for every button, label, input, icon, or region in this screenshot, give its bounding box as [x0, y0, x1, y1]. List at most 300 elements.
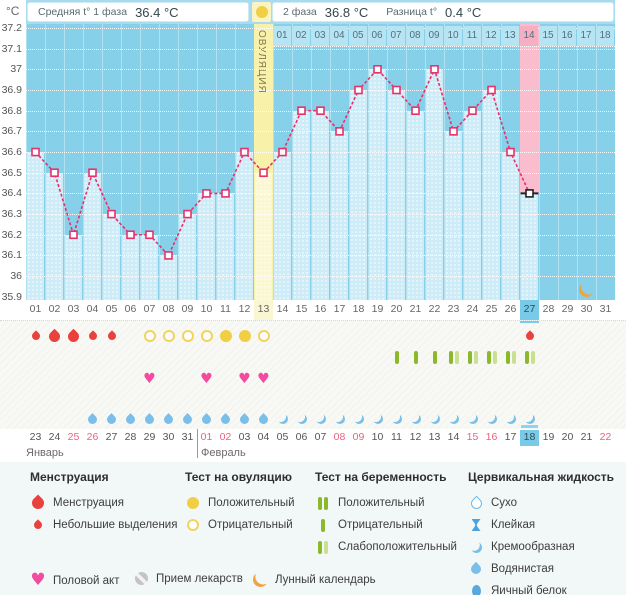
- y-tick-label: 37: [10, 63, 22, 76]
- temperature-point[interactable]: [488, 87, 495, 94]
- date-cell[interactable]: 14: [447, 431, 460, 443]
- calendar-dates-row: [26, 430, 615, 446]
- drop-filled-blue-icon: [469, 562, 483, 576]
- date-cell[interactable]: 31: [181, 431, 194, 443]
- ovulation-test-cell: [235, 325, 254, 347]
- creamy-comma-icon: [449, 414, 459, 424]
- temperature-point[interactable]: [32, 149, 39, 156]
- temperature-point[interactable]: [469, 107, 476, 114]
- legend-icon-wrap: [468, 585, 484, 595]
- legend-item-label: Сухо: [491, 497, 518, 509]
- legend-item-label: Слабоположительный: [338, 541, 457, 553]
- legend-item-label: Отрицательный: [208, 519, 293, 531]
- pregnancy-test-icon: [487, 351, 497, 364]
- cervical-fluid-cell: [197, 409, 216, 429]
- intercourse-cell: [140, 368, 159, 389]
- pregnancy-test-cell: [387, 347, 406, 368]
- current-day-fluid-underline: [521, 425, 538, 428]
- ovulation-column-label: ОВУЛЯЦИЯ: [256, 30, 267, 94]
- heart-pink-icon: [30, 572, 45, 590]
- temperature-point[interactable]: [51, 169, 58, 176]
- creamy-comma-icon: [487, 414, 497, 424]
- phase2-summary: [272, 2, 614, 22]
- legend-section-title: Тест на беременность: [315, 470, 447, 484]
- phase1-label: Средняя t° 1 фаза: [38, 6, 128, 18]
- legend-footer-label: Прием лекарств: [156, 572, 243, 585]
- legend-item-label: Положительный: [208, 497, 295, 509]
- menstruation-cell: [45, 325, 64, 347]
- heart-icon: [200, 370, 213, 388]
- cycle-day-cell[interactable]: 20: [390, 303, 403, 315]
- cycle-day-cell[interactable]: 08: [162, 303, 175, 315]
- phase2-label: 2 фаза: [283, 6, 317, 18]
- cervical-fluid-cell: [121, 409, 140, 429]
- phase2-value: 36.8 °С: [324, 4, 369, 20]
- cycle-day-cell[interactable]: 04: [86, 303, 99, 315]
- cervical-fluid-cell: [273, 409, 292, 429]
- cycle-day-cell[interactable]: 10: [200, 303, 213, 315]
- date-cell[interactable]: 08: [333, 431, 346, 443]
- cervical-fluid-cell: [178, 409, 197, 429]
- cervical-fluid-cell: [387, 409, 406, 429]
- legend-item: [468, 514, 614, 536]
- watery-drop-icon: [162, 413, 175, 426]
- cycle-day-cell[interactable]: 23: [447, 303, 460, 315]
- cervical-fluid-cell: [235, 409, 254, 429]
- drop-large-red-icon: [30, 495, 47, 512]
- bars-weak-green-icon: [318, 541, 328, 554]
- ovulation-test-cell: [178, 325, 197, 347]
- pregnancy-test-cell: [463, 347, 482, 368]
- legend-icon-wrap: [468, 519, 484, 531]
- temperature-point[interactable]: [108, 211, 115, 218]
- menstruation-cell: [83, 325, 102, 347]
- dpo-cell: 04: [330, 26, 348, 46]
- y-tick-label: 36.2: [1, 228, 22, 241]
- cycle-day-cell[interactable]: 01: [29, 303, 42, 315]
- legend-icon-wrap: [185, 519, 201, 531]
- cervical-fluid-cell: [254, 409, 273, 429]
- diff-label: Разница t°: [386, 6, 438, 18]
- y-tick-label: 36.5: [1, 166, 22, 179]
- legend-item-label: Кремообразная: [491, 541, 575, 553]
- hourglass-blue-icon: [472, 519, 481, 531]
- ovulation-test-icon: [144, 330, 156, 342]
- cycle-day-cell[interactable]: 12: [238, 303, 251, 315]
- cycle-day-cell[interactable]: 15: [295, 303, 308, 315]
- y-tick-label: 37.1: [1, 42, 22, 55]
- menstruation-drop-icon: [524, 330, 535, 341]
- y-tick-label: 36.9: [1, 84, 22, 96]
- cycle-day-cell[interactable]: 17: [333, 303, 346, 315]
- legend-item: [468, 492, 614, 514]
- pregnancy-test-icon: [525, 351, 535, 364]
- moon-orange-icon: [253, 572, 268, 587]
- y-tick-label: 36: [10, 270, 22, 283]
- legend-footer-label: Половой акт: [53, 575, 120, 587]
- y-axis: [0, 21, 24, 303]
- cervical-fluid-cell: [292, 409, 311, 429]
- creamy-comma-icon: [297, 414, 307, 424]
- cycle-day-cell[interactable]: 11: [220, 303, 231, 315]
- phase1-summary: [27, 2, 249, 22]
- cycle-day-cell[interactable]: 24: [466, 303, 479, 315]
- date-cell[interactable]: 15: [466, 431, 479, 443]
- cycle-day-cell[interactable]: 14: [276, 303, 289, 315]
- legend-icon-wrap: [315, 541, 331, 554]
- date-cell[interactable]: 27: [105, 431, 118, 443]
- temperature-point[interactable]: [184, 211, 191, 218]
- temp-unit-label: °С: [6, 4, 20, 18]
- ovulation-test-cell: [159, 325, 178, 347]
- legend-icon-wrap: [468, 498, 484, 509]
- temperature-point[interactable]: [507, 149, 514, 156]
- legend-section-title: Тест на овуляцию: [185, 470, 292, 484]
- dpo-cell: 08: [406, 26, 424, 46]
- date-cell[interactable]: 23: [29, 431, 42, 443]
- legend-icon-wrap: [315, 497, 331, 510]
- y-tick-label: 36.3: [1, 208, 22, 221]
- temperature-point[interactable]: [260, 169, 267, 176]
- cervical-fluid-cell: [83, 409, 102, 429]
- pregnancy-test-icon: [414, 351, 418, 364]
- summary-bar: [26, 0, 615, 24]
- creamy-comma-icon: [411, 414, 421, 424]
- temperature-point[interactable]: [298, 107, 305, 114]
- date-cell[interactable]: 24: [48, 431, 61, 443]
- legend-icon-wrap: [30, 497, 46, 509]
- creamy-comma-icon: [392, 414, 402, 424]
- oval-filled-blue-icon: [472, 585, 481, 595]
- temperature-point[interactable]: [450, 128, 457, 135]
- y-tick-label: 35.9: [1, 290, 22, 303]
- temperature-point[interactable]: [355, 87, 362, 94]
- date-cell[interactable]: 01: [200, 431, 213, 443]
- y-tick-label: 36.7: [1, 125, 22, 138]
- legend-item: [315, 536, 457, 558]
- date-cell[interactable]: 05: [276, 431, 289, 443]
- y-tick-label: 36.4: [1, 187, 22, 200]
- watery-drop-icon: [86, 413, 99, 426]
- cervical-fluid-cell: [140, 409, 159, 429]
- legend-item-label: Водянистая: [491, 563, 555, 575]
- legend-item: [468, 536, 614, 558]
- cycle-day-cell[interactable]: 31: [599, 303, 612, 315]
- ovulation-test-icon: [163, 330, 175, 342]
- legend-item: [185, 514, 295, 536]
- menstruation-drop-icon: [106, 330, 117, 341]
- month-separator: [197, 429, 198, 458]
- cervical-fluid-cell: [330, 409, 349, 429]
- bars-two-green-icon: [318, 497, 328, 510]
- circle-filled-yellow-icon: [187, 497, 199, 509]
- creamy-comma-icon: [430, 414, 440, 424]
- watery-drop-icon: [257, 413, 270, 426]
- cycle-day-cell[interactable]: 19: [371, 303, 384, 315]
- dpo-cell: 05: [349, 26, 367, 46]
- date-cell[interactable]: 09: [352, 431, 365, 443]
- pregnancy-test-icon: [395, 351, 399, 364]
- date-cell[interactable]: 22: [599, 431, 612, 443]
- phase1-value: 36.4 °С: [135, 4, 179, 20]
- watery-drop-icon: [181, 413, 194, 426]
- dpo-cell: 11: [463, 26, 481, 46]
- month-label: Январь: [26, 447, 64, 459]
- creamy-comma-icon: [335, 414, 345, 424]
- temperature-point[interactable]: [127, 231, 134, 238]
- date-cell[interactable]: 26: [86, 431, 99, 443]
- date-cell[interactable]: 30: [162, 431, 175, 443]
- cervical-fluid-cell: [482, 409, 501, 429]
- cycle-day-cell[interactable]: 05: [105, 303, 118, 315]
- date-cell[interactable]: 28: [124, 431, 137, 443]
- legend-section-title: Менструация: [30, 470, 109, 484]
- temperature-point[interactable]: [146, 231, 153, 238]
- ovulation-chip: [252, 2, 271, 22]
- menstruation-cell: [102, 325, 121, 347]
- dpo-cell: 13: [501, 26, 519, 46]
- temperature-point[interactable]: [203, 190, 210, 197]
- y-tick-label: 36.1: [1, 249, 22, 262]
- menstruation-cell: [520, 325, 539, 347]
- cycle-day-cell[interactable]: 16: [314, 303, 327, 315]
- legend: [0, 462, 626, 595]
- cycle-day-cell[interactable]: 09: [181, 303, 194, 315]
- cycle-day-cell[interactable]: 30: [580, 303, 593, 315]
- watery-drop-icon: [219, 413, 232, 426]
- legend-item: [30, 492, 177, 514]
- date-cell[interactable]: 16: [485, 431, 498, 443]
- legend-icon-wrap: [30, 521, 46, 529]
- heart-icon: [238, 370, 251, 388]
- temperature-point[interactable]: [317, 107, 324, 114]
- legend-icon-wrap: [185, 497, 201, 509]
- temperature-point[interactable]: [70, 231, 77, 238]
- ovulation-test-icon: [239, 330, 251, 342]
- ovulation-test-icon: [220, 330, 232, 342]
- ovulation-test-icon: [201, 330, 213, 342]
- pregnancy-test-icon: [468, 351, 478, 364]
- cervical-fluid-cell: [501, 409, 520, 429]
- temperature-point[interactable]: [393, 87, 400, 94]
- legend-icon-wrap: [133, 572, 149, 585]
- y-tick-label: 37.2: [1, 21, 22, 34]
- temperature-plot: [26, 24, 615, 300]
- menstruation-drop-icon: [30, 330, 41, 341]
- temperature-point[interactable]: [336, 128, 343, 135]
- watery-drop-icon: [238, 413, 251, 426]
- date-cell[interactable]: 03: [238, 431, 251, 443]
- drop-small-red-icon: [32, 519, 43, 530]
- creamy-comma-icon: [525, 414, 535, 424]
- cycle-day-cell[interactable]: 26: [504, 303, 517, 315]
- pregnancy-test-icon: [449, 351, 459, 364]
- cycle-day-cell[interactable]: 27: [520, 300, 539, 320]
- cycle-day-cell[interactable]: 22: [428, 303, 441, 315]
- cycle-day-cell[interactable]: 03: [67, 303, 80, 315]
- date-cell[interactable]: 06: [295, 431, 308, 443]
- dpo-cell: 12: [482, 26, 500, 46]
- temperature-line-layer: [26, 24, 615, 300]
- pregnancy-test-cell: [425, 347, 444, 368]
- dpo-cell: 15: [539, 26, 557, 46]
- legend-icon-wrap: [252, 572, 268, 587]
- pregnancy-test-cell: [520, 347, 539, 368]
- cycle-day-numbers-row: [26, 300, 615, 320]
- temperature-line: [36, 69, 530, 255]
- date-cell[interactable]: 07: [314, 431, 327, 443]
- legend-item-label: Положительный: [338, 497, 425, 509]
- pregnancy-test-cell: [482, 347, 501, 368]
- date-cell[interactable]: 17: [504, 431, 517, 443]
- temperature-point[interactable]: [431, 66, 438, 73]
- creamy-comma-icon: [316, 414, 326, 424]
- cycle-day-cell[interactable]: 18: [352, 303, 365, 315]
- menstruation-drop-icon: [66, 328, 82, 344]
- dpo-cell: 07: [387, 26, 405, 46]
- legend-item-label: Менструация: [53, 497, 124, 509]
- cycle-day-cell[interactable]: 29: [561, 303, 574, 315]
- temperature-point[interactable]: [412, 107, 419, 114]
- date-cell[interactable]: 20: [561, 431, 574, 443]
- cervical-fluid-cell: [311, 409, 330, 429]
- legend-item: [468, 580, 614, 595]
- cycle-day-cell[interactable]: 13: [254, 300, 273, 320]
- symbol-rows-band: [0, 320, 626, 429]
- temperature-point[interactable]: [279, 149, 286, 156]
- cycle-day-cell[interactable]: 25: [485, 303, 498, 315]
- legend-footer-item: [30, 572, 119, 590]
- date-cell[interactable]: 11: [391, 431, 402, 443]
- legend-item-label: Небольшие выделения: [53, 519, 178, 531]
- menstruation-cell: [26, 325, 45, 347]
- dpo-cell: 17: [577, 26, 595, 46]
- date-cell[interactable]: 21: [580, 431, 593, 443]
- current-day-strip: [520, 321, 539, 323]
- pregnancy-test-cell: [444, 347, 463, 368]
- temperature-point[interactable]: [222, 190, 229, 197]
- date-cell[interactable]: 13: [428, 431, 441, 443]
- pregnancy-test-icon: [433, 351, 437, 364]
- watery-drop-icon: [143, 413, 156, 426]
- cervical-fluid-cell: [349, 409, 368, 429]
- pregnancy-test-cell: [501, 347, 520, 368]
- pill-gray-icon: [135, 572, 148, 585]
- ovulation-test-icon: [258, 330, 270, 342]
- moon-icon: [579, 282, 594, 297]
- legend-footer-label: Лунный календарь: [275, 573, 376, 586]
- ovulation-test-cell: [140, 325, 159, 347]
- date-cell[interactable]: 18: [520, 430, 539, 446]
- cervical-fluid-cell: [216, 409, 235, 429]
- legend-icon-wrap: [468, 542, 484, 553]
- legend-footer-item: [133, 572, 243, 585]
- cycle-day-cell[interactable]: 06: [124, 303, 137, 315]
- legend-icon-wrap: [30, 572, 46, 590]
- date-cell[interactable]: 10: [371, 431, 384, 443]
- dpo-cell: 09: [425, 26, 443, 46]
- temperature-point[interactable]: [526, 190, 533, 197]
- creamy-comma-icon: [468, 414, 478, 424]
- dpo-cell: 10: [444, 26, 462, 46]
- cervical-fluid-cell: [406, 409, 425, 429]
- date-cell[interactable]: 02: [219, 431, 232, 443]
- legend-item: [468, 558, 614, 580]
- legend-section: [185, 470, 295, 536]
- legend-section: [315, 470, 457, 558]
- dpo-cell: 02: [292, 26, 310, 46]
- intercourse-cell: [254, 368, 273, 389]
- legend-item: [315, 514, 457, 536]
- ovulation-test-cell: [254, 325, 273, 347]
- creamy-comma-icon: [354, 414, 364, 424]
- diff-value: 0.4 °С: [445, 4, 482, 20]
- legend-item: [315, 492, 457, 514]
- legend-item-label: Отрицательный: [338, 519, 423, 531]
- bar-one-green-icon: [321, 519, 325, 532]
- legend-item-label: Клейкая: [491, 519, 536, 531]
- temperature-point[interactable]: [374, 66, 381, 73]
- legend-footer-item: [252, 572, 376, 587]
- dpo-cell: 14: [520, 26, 538, 46]
- y-tick-label: 36.8: [1, 104, 22, 117]
- lunar-calendar-marker: [579, 282, 594, 297]
- dpo-cell: 06: [368, 26, 386, 46]
- y-tick-label: 36.6: [1, 146, 22, 159]
- legend-section-title: Цервикальная жидкость: [468, 470, 615, 484]
- dpo-cell: 01: [273, 26, 291, 46]
- drop-outline-blue-icon: [468, 495, 484, 511]
- date-cell[interactable]: 04: [257, 431, 270, 443]
- creamy-comma-icon: [278, 414, 288, 424]
- watery-drop-icon: [105, 413, 118, 426]
- cervical-fluid-cell: [159, 409, 178, 429]
- cycle-day-cell[interactable]: 28: [542, 303, 555, 315]
- circle-outline-yellow-icon: [187, 519, 199, 531]
- legend-item: [185, 492, 295, 514]
- legend-item-label: Яичный белок: [491, 585, 567, 595]
- pregnancy-test-icon: [506, 351, 516, 364]
- intercourse-cell: [197, 368, 216, 389]
- cycle-day-cell[interactable]: 21: [409, 303, 422, 315]
- pregnancy-test-cell: [406, 347, 425, 368]
- legend-icon-wrap: [468, 564, 484, 574]
- temperature-point[interactable]: [241, 149, 248, 156]
- cervical-fluid-cell: [463, 409, 482, 429]
- date-cell[interactable]: 19: [542, 431, 555, 443]
- legend-section: [468, 470, 614, 595]
- cycle-day-cell[interactable]: 02: [48, 303, 61, 315]
- dpo-cell: 16: [558, 26, 576, 46]
- dpo-cell: 03: [311, 26, 329, 46]
- date-cell[interactable]: 29: [143, 431, 156, 443]
- date-cell[interactable]: 12: [409, 431, 422, 443]
- intercourse-cell: [235, 368, 254, 389]
- temperature-point[interactable]: [89, 169, 96, 176]
- cycle-day-cell[interactable]: 07: [143, 303, 156, 315]
- legend-item: [30, 514, 177, 536]
- watery-drop-icon: [200, 413, 213, 426]
- temperature-point[interactable]: [165, 252, 172, 259]
- cervical-fluid-cell: [444, 409, 463, 429]
- dpo-cell: 18: [596, 26, 614, 46]
- cervical-fluid-cell: [102, 409, 121, 429]
- legend-section: [30, 470, 177, 536]
- month-label: Февраль: [201, 447, 246, 459]
- date-cell[interactable]: 25: [67, 431, 80, 443]
- heart-icon: [143, 370, 156, 388]
- watery-drop-icon: [124, 413, 137, 426]
